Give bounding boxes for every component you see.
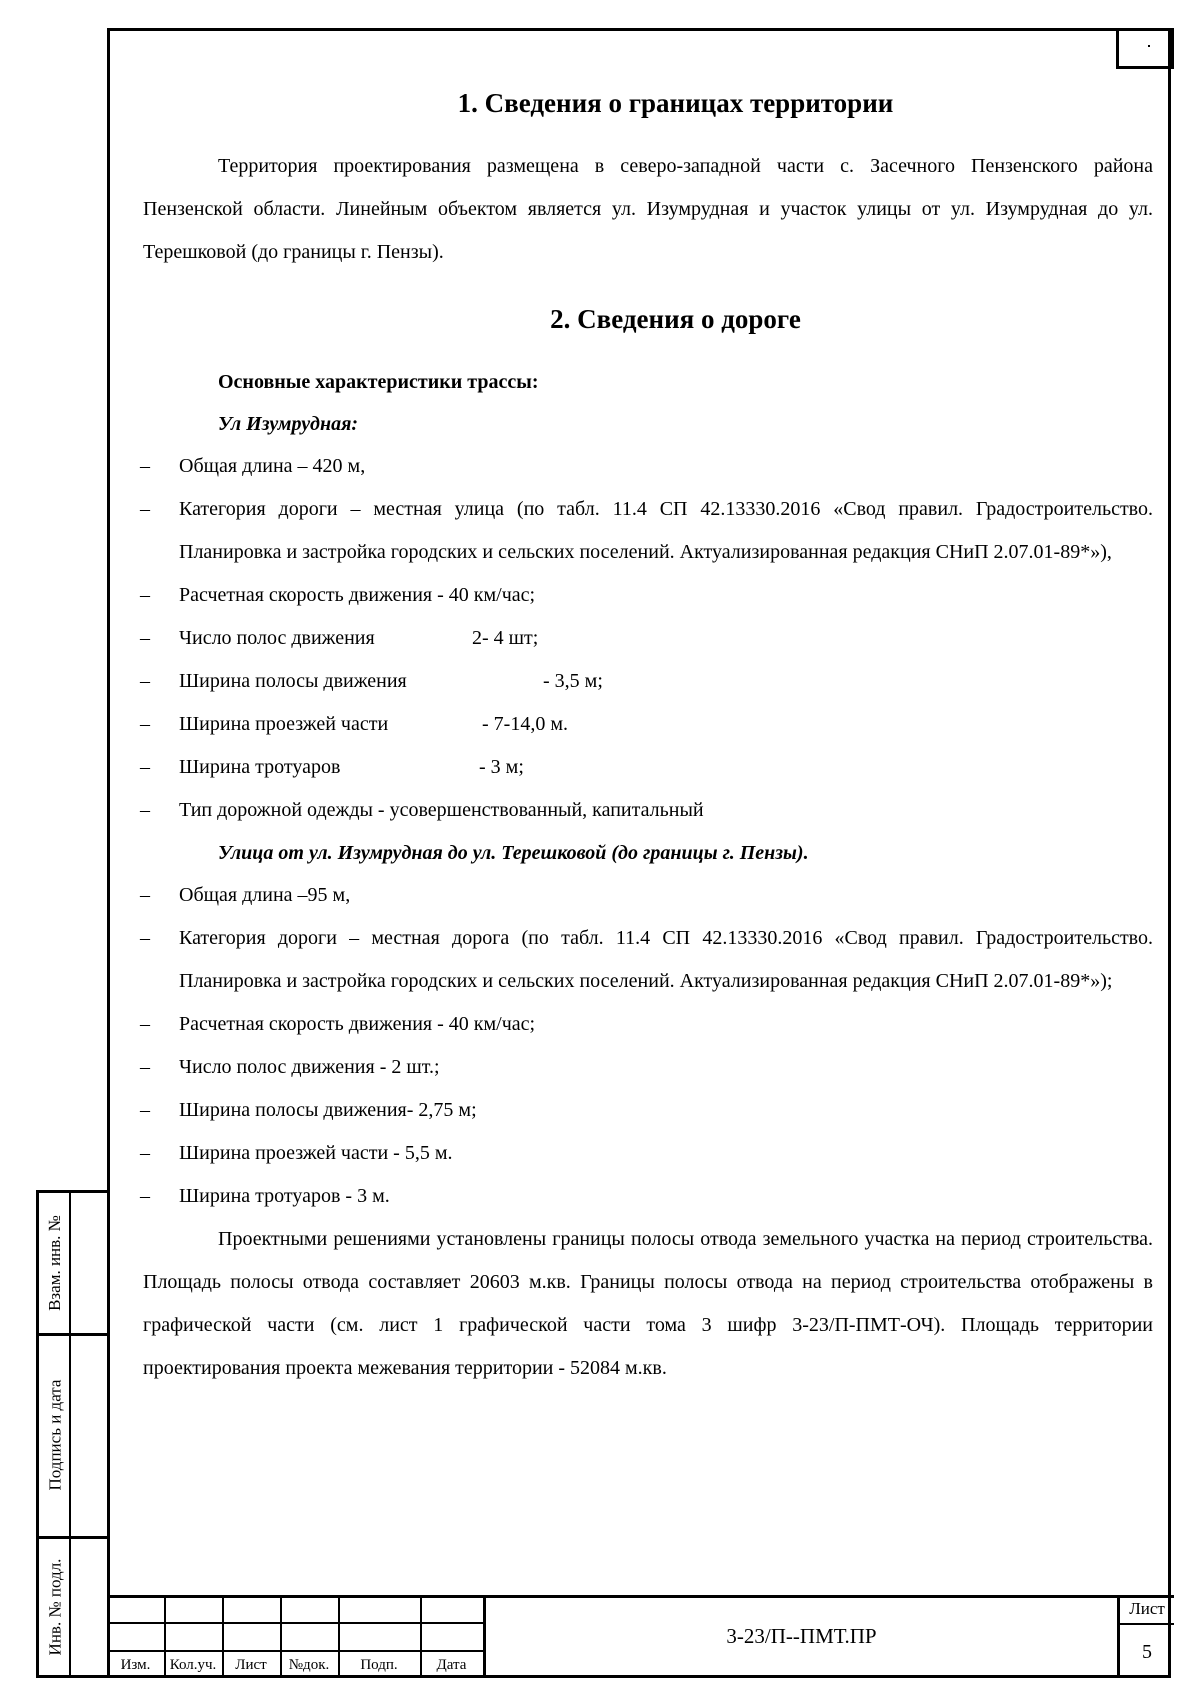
document-code: 3-23/П--ПМТ.ПР [483,1595,1117,1678]
list-marker: – [140,756,150,778]
street1-list [140,445,1153,832]
item-text: Общая длина –95 м, [179,884,351,906]
col-data: Дата [436,1657,467,1673]
corner-dot [1148,45,1150,47]
item-text: Категория дороги – местная улица (по табл. 11.4 СП 42.13330.2016 «Свод правил. Градостроительство. Планировка и застройка городских и сельских поселений. Актуализированная редакция СНиП 2.07.01-89*»), [179,498,1153,563]
title-block [107,1595,1174,1678]
item-value: 2- 4 шт; [472,627,539,649]
list-item [140,1132,1153,1175]
stamp-inv [42,1536,68,1678]
item-text: Ширина тротуаров - 3 м. [179,1185,390,1207]
list-item [140,1089,1153,1132]
list-item [140,1046,1153,1089]
list-marker: – [140,1185,150,1207]
col-ndok: №док. [288,1657,330,1673]
col-podp: Подп. [360,1657,398,1673]
list-marker: – [140,1099,150,1121]
stamp-inv-text: Инв. № подл. [45,1558,64,1656]
item-label: Ширина полосы движения [179,670,407,692]
list-item [140,1003,1153,1046]
item-value: - 3,5 м; [543,670,603,692]
item-label: Число полос движения [179,627,375,649]
item-text: Расчетная скорость движения - 40 км/час; [179,1013,536,1035]
list-marker: – [140,1013,150,1035]
stamp-podpis-text: Подпись и дата [45,1379,64,1490]
item-text: Число полос движения - 2 шт.; [179,1056,440,1078]
closing-paragraph: Проектными решениями установлены границы полосы отвода земельного участка на период строительства. Площадь полосы отвода составляет 20603 м.кв. Границы полосы отвода на период строительства отображены в графической части (см. лист 1 графической части тома 3 шифр 3-23/П-ПМТ-ОЧ). Площадь территории проектирования проекта межевания территории - 52084 м.кв. [143,1228,1153,1379]
list-item [140,746,1153,789]
list-marker: – [140,884,150,906]
street2-title: Улица от ул. Изумрудная до ул. Терешковой (до границы г. Пензы). [218,842,809,864]
list-marker: – [140,670,150,692]
list-item [140,617,1153,660]
list-marker: – [140,627,150,649]
side-stamp [36,1190,107,1678]
list-item [140,703,1153,746]
side-divider [69,1193,71,1675]
list-marker: – [140,799,150,821]
item-text: Общая длина – 420 м, [179,455,366,477]
list-marker: – [140,927,150,949]
corner-box [1116,28,1174,69]
item-text: Тип дорожной одежды - усовершенствованный, капитальный [179,799,704,821]
item-text: Категория дороги – местная дорога (по табл. 11.4 СП 42.13330.2016 «Свод правил. Градостроительство. Планировка и застройка городских и сельских поселений. Актуализированная редакция СНиП 2.07.01-89*»); [179,927,1153,992]
item-text: Расчетная скорость движения - 40 км/час; [179,584,536,606]
item-text: Ширина проезжей части - 5,5 м. [179,1142,453,1164]
stamp-podpis [42,1333,68,1536]
document-content [140,80,1153,1390]
list-item [140,488,1153,574]
col-izm: Изм. [120,1657,151,1673]
col-kol-uch: Кол.уч. [169,1657,217,1673]
list-marker: – [140,498,150,520]
section1-paragraph: Территория проектирования размещена в северо-западной части с. Засечного Пензенского района Пензенской области. Линейным объектом является ул. Изумрудная и участок улицы от ул. Изумрудная до ул. Терешковой (до границы г. Пензы). [143,155,1153,263]
list-item [140,917,1153,1003]
list-marker: – [140,1056,150,1078]
list-item [140,789,1153,832]
item-label: Ширина тротуаров [179,756,341,778]
list-item [140,874,1153,917]
list-item [140,1175,1153,1218]
sheet-number: 5 [1142,1641,1152,1663]
list-marker: – [140,713,150,735]
list-marker: – [140,455,150,477]
section2-title: 2. Сведения о дороге [550,304,801,334]
item-label: Ширина проезжей части [179,713,389,735]
list-item [140,574,1153,617]
section1-title: 1. Сведения о границах территории [457,88,894,118]
street2-list [140,874,1153,1218]
list-item [140,445,1153,488]
sheet-label: Лист [1120,1595,1174,1625]
item-value: - 7-14,0 м. [482,713,568,735]
item-value: - 3 м; [479,756,524,778]
stamp-vzam-text: Взам. инв. № [45,1215,64,1311]
sheet-box [1117,1595,1174,1678]
item-text: Ширина полосы движения- 2,75 м; [179,1099,477,1121]
col-list: Лист [235,1657,267,1673]
stamp-vzam [42,1193,68,1333]
list-marker: – [140,1142,150,1164]
section2-subtitle: Основные характеристики трассы: [218,371,539,393]
list-marker: – [140,584,150,606]
list-item [140,660,1153,703]
street1-title: Ул Изумрудная: [218,413,359,435]
revision-grid [107,1595,483,1678]
